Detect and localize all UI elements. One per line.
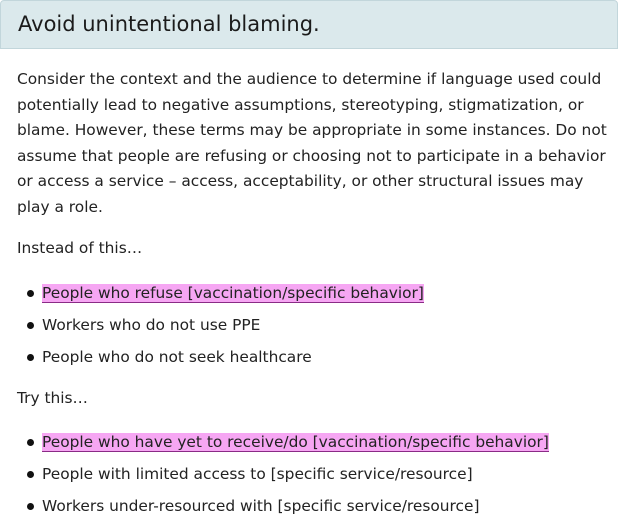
instead-heading: Instead of this… <box>17 239 143 257</box>
card-title: Avoid unintentional blaming. <box>18 12 320 36</box>
list-item <box>0 430 549 462</box>
highlighted-phrase: People who have yet to receive/do [vaccination/specific behavior] <box>42 433 549 451</box>
list-item-text: Workers who do not use PPE <box>42 316 261 334</box>
highlighted-phrase: People who refuse [vaccination/specific behavior] <box>42 284 424 302</box>
intro-paragraph: Consider the context and the audience to determine if language used could potentially lead to negative assumptions, stereotyping, stigmatization, or blame. However, these terms may be appropriate in some instances. Do not assume that people are refusing or choosing not to participate in a behavior or access a service – access, acceptability, or other structural issues may play a role. <box>17 70 607 216</box>
try-heading: Try this… <box>17 389 88 407</box>
card-header <box>0 0 618 49</box>
list-item <box>0 313 424 345</box>
list-item <box>0 345 424 377</box>
list-item-text: People with limited access to [specific service/resource] <box>42 465 473 483</box>
list-item <box>0 494 549 526</box>
list-item-text: People who do not seek healthcare <box>42 348 312 366</box>
list-item <box>0 462 549 494</box>
list-item <box>0 281 424 313</box>
instead-list <box>0 281 424 377</box>
list-item-text: Workers under-resourced with [specific service/resource] <box>42 497 480 515</box>
try-list <box>0 430 549 526</box>
